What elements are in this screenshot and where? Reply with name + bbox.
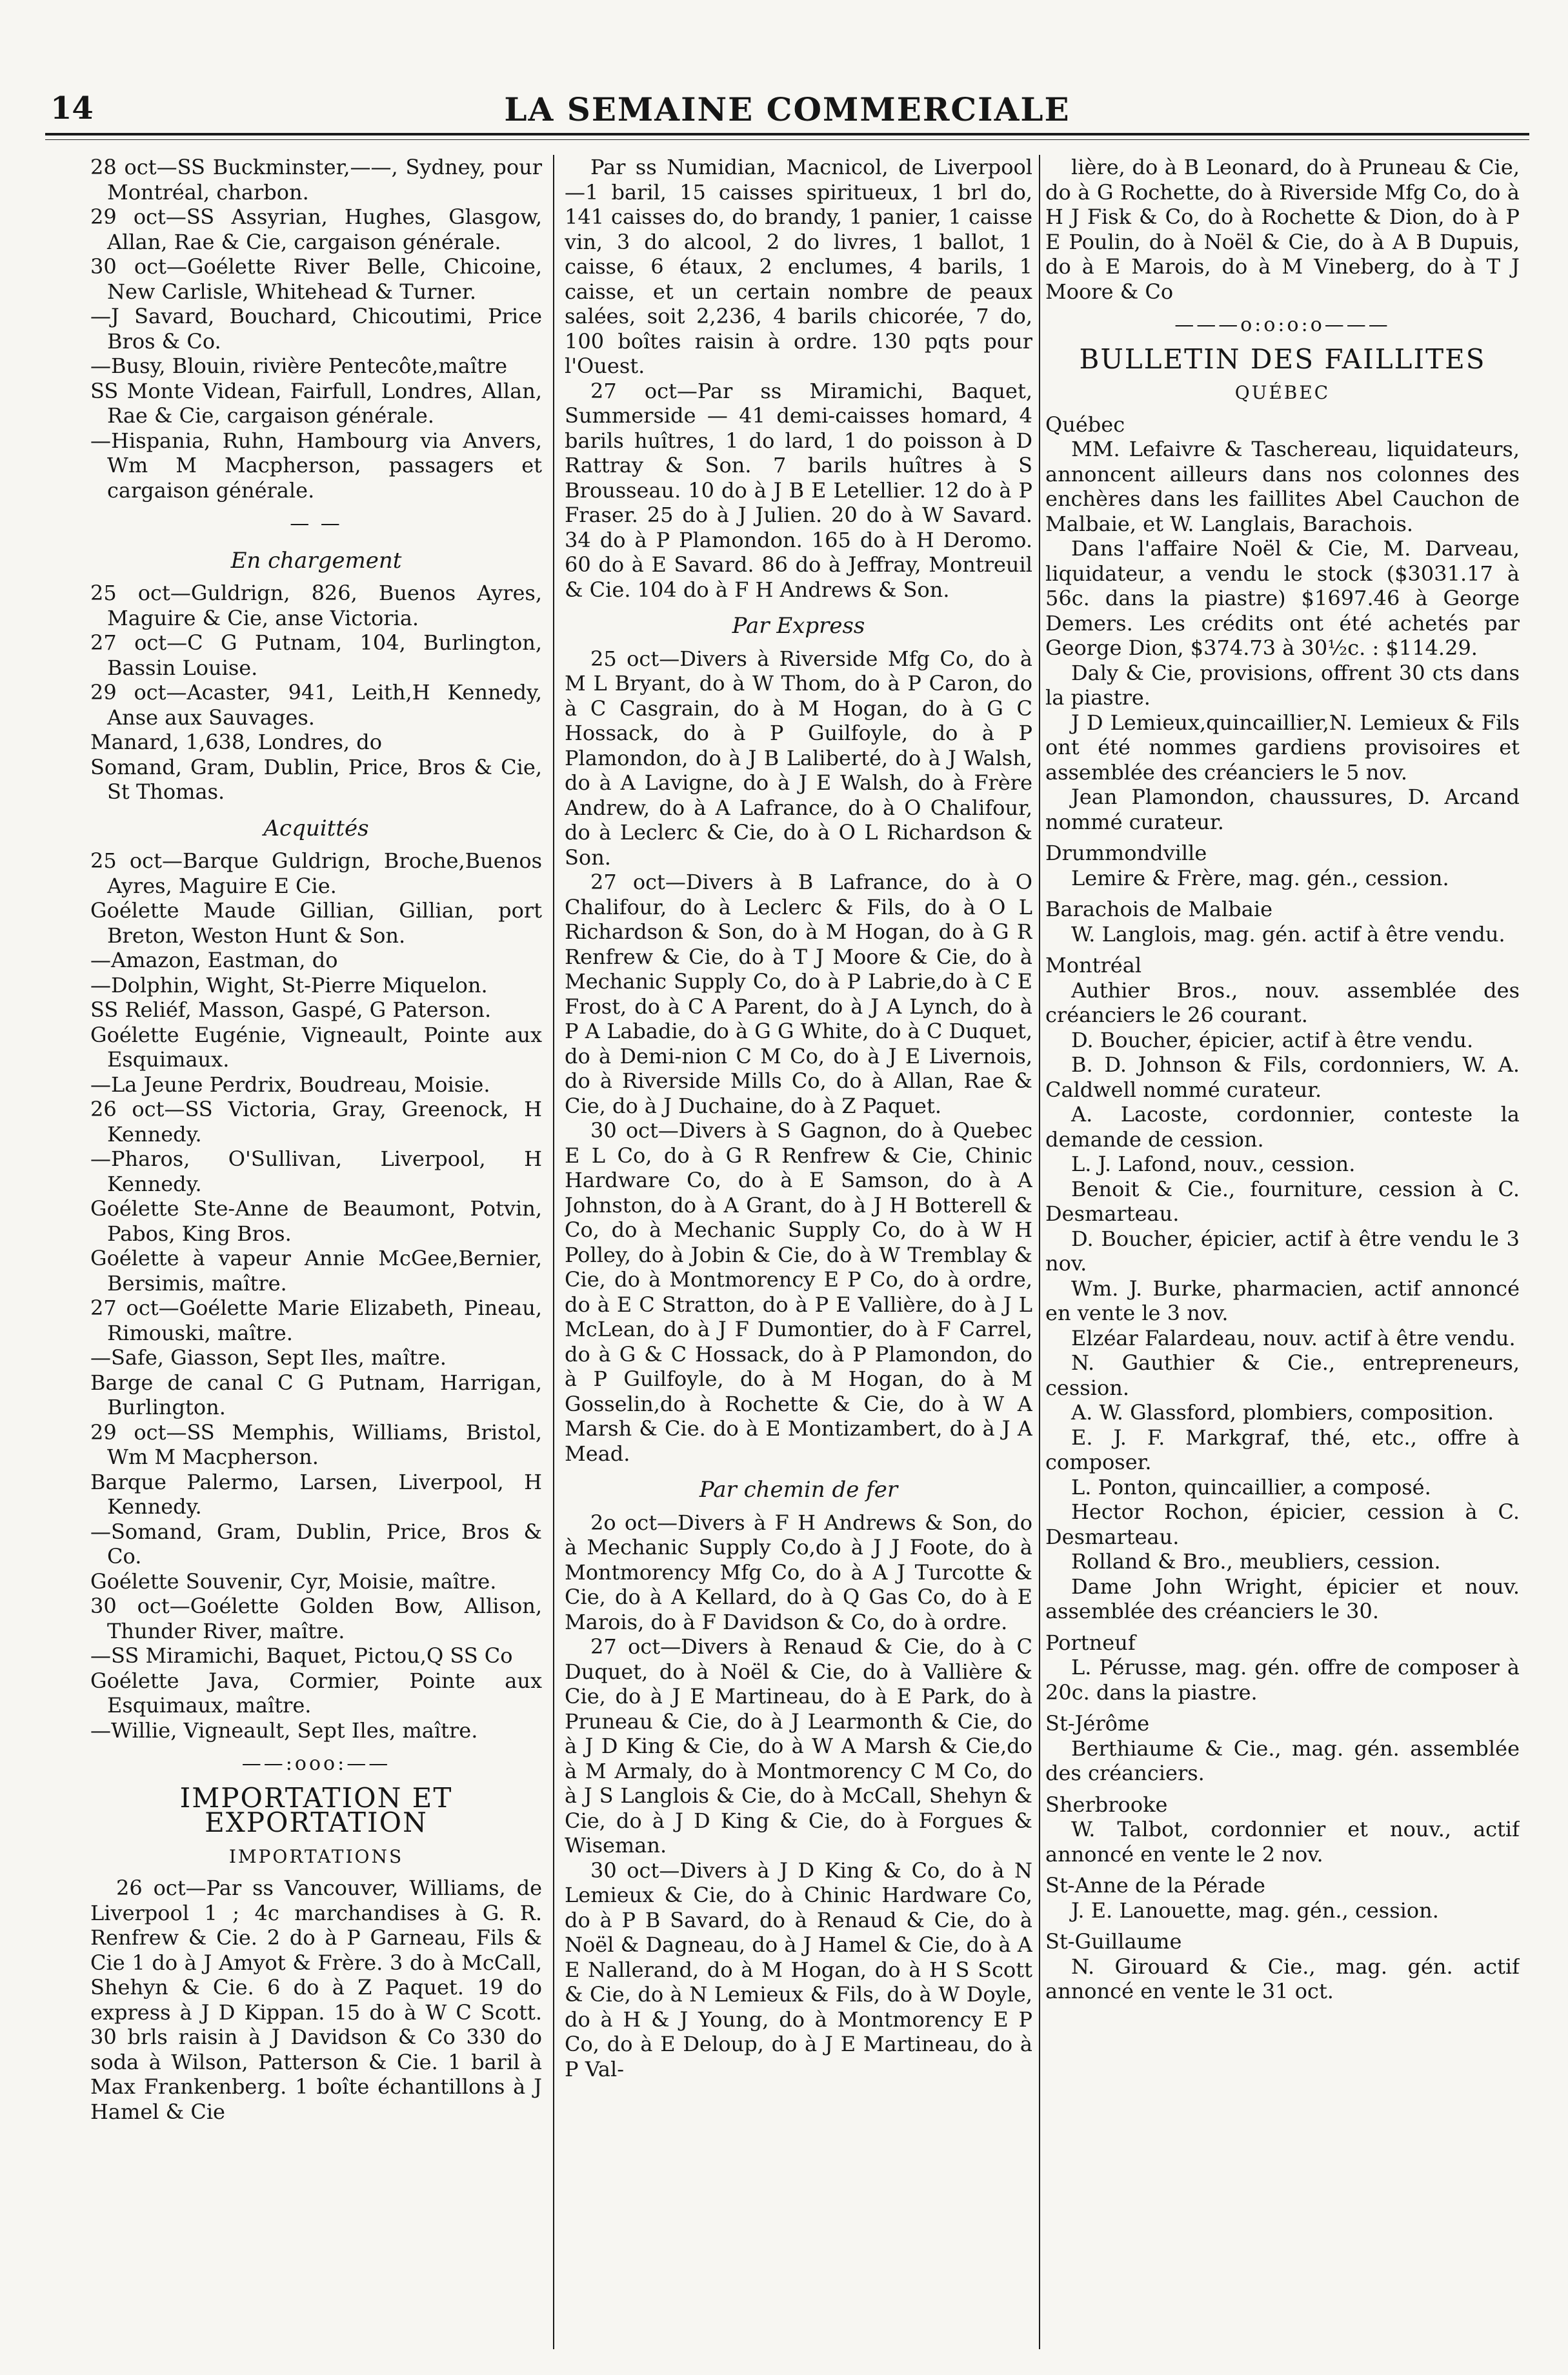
failure-entry: J. E. Lanouette, mag. gén., cession. bbox=[1071, 1898, 1439, 1923]
miramichi-paragraph: 27 oct—Par ss Miramichi, Baquet, Summerside — 41 demi-caisses homard, 4 barils huîtres, 1 do lard, 1 do poisson à D Rattray & Son. 7 barils huîtres à S Brousseau. 10 do à J B E Letellier. 12 do à P Fraser. 25 do à J Julien. 20 do à W Savard. 34 do à P Plamondon. 165 do à H Deromo. 60 do à E Savard. 86 do à Jeffray, Montreuil & Cie. 104 do à F H Andrews & Son. bbox=[565, 378, 1032, 602]
quebec-subheading: QUÉBEC bbox=[1234, 382, 1331, 403]
failure-entry: MM. Lefaivre & Taschereau, liquidateurs, annoncent ailleurs dans nos colonnes des enchères dans les faillites Abel Cauchon de Malbaie, et W. Langlais, Barachois. bbox=[1045, 437, 1520, 536]
shipping-entry: 25 oct—Barque Guldrign, Broche,Buenos Ayres, Maguire E Cie. bbox=[90, 848, 542, 898]
acquittes-heading: Acquittés bbox=[263, 815, 369, 841]
section-separator: ———o:o:o:o——— bbox=[1174, 314, 1391, 336]
place-heading: St-Anne de la Pérade bbox=[1045, 1873, 1265, 1898]
failure-entry: D. Boucher, épicier, actif à être vendu. bbox=[1071, 1027, 1474, 1052]
running-title: LA SEMAINE COMMERCIALE bbox=[504, 90, 1070, 128]
column-divider bbox=[1039, 155, 1040, 2349]
shipping-entry: Goélette Eugénie, Vigneault, Pointe aux Esquimaux. bbox=[90, 1022, 542, 1072]
express-paragraph: 25 oct—Divers à Riverside Mfg Co, do à M L Bryant, do à W Thom, do à P Caron, do à C Casgrain, do à M Hogan, do à G C Hossack, do à P Guilfoyle, do à P Plamondon, do à J B Laliberté, do à J Walsh, do à A Lavigne, do à J E Walsh, do à Frère Andrew, do à A Lafrance, do à O Chalifour, do à Leclerc & Cie, do à O L Richardson & Son. bbox=[565, 646, 1032, 870]
shipping-entry: —Hispania, Ruhn, Hambourg via Anvers, Wm M Macpherson, passagers et cargaison générale. bbox=[90, 428, 542, 503]
place-heading: Drummondville bbox=[1045, 841, 1207, 865]
departures-list bbox=[90, 155, 542, 503]
shipping-entry: 29 oct—Acaster, 941, Leith,H Kennedy, Anse aux Sauvages. bbox=[90, 680, 542, 730]
place-heading: Montréal bbox=[1045, 953, 1142, 977]
acquittes-list bbox=[90, 848, 542, 1743]
failure-entry: D. Boucher, épicier, actif à être vendu le 3 nov. bbox=[1045, 1226, 1520, 1276]
shipping-entry: Barge de canal C G Putnam, Harrigan, Burlington. bbox=[90, 1370, 542, 1419]
failure-entry: Hector Rochon, épicier, cession à C. Desmarteau. bbox=[1045, 1499, 1520, 1549]
express-paragraph: 27 oct—Divers à B Lafrance, do à O Chalifour, do à Leclerc & Fils, do à O L Richardson & Son, do à M Hogan, do à G R Renfrew & Cie, do à T J Moore & Cie, do à Mechanic Supply Co, do à P Labrie,do à C E Frost, do à C A Parent, do à J A Lynch, do à P A Labadie, do à G G White, do à C Duquet, do à Demi-nion C M Co, do à J E Livernois, do à Riverside Mills Co, do à Allan, Rae & Cie, do à J Duchaine, do à Z Paquet. bbox=[565, 870, 1032, 1118]
en-chargement-list bbox=[90, 581, 542, 805]
express-paragraph: 30 oct—Divers à S Gagnon, do à Quebec E L Co, do à G R Renfrew & Cie, Chinic Hardware Co, do à E Samson, do à A Johnston, do à A Grant, do à J H Botterell & Co, do à Mechanic Supply Co, do à W H Polley, do à Jobin & Cie, do à W Tremblay & Cie, do à Montmorency E P Co, do à ordre, do à E C Stratton, do à P E Vallière, do à J L McLean, do à J F Dumontier, do à F Carrel, do à G & C Hossack, do à P Plamondon, do à P Guilfoyle, do à M Hogan, do à M Gosselin,do à Rochette & Cie, do à W A Marsh & Cie. do à E Montizambert, do à J A Mead. bbox=[565, 1118, 1032, 1466]
place-heading: St-Guillaume bbox=[1045, 1929, 1182, 1954]
shipping-entry: —J Savard, Bouchard, Chicoutimi, Price Bros & Co. bbox=[90, 304, 542, 354]
shipping-entry: 27 oct—Goélette Marie Elizabeth, Pineau, Rimouski, maître. bbox=[90, 1296, 542, 1345]
shipping-entry: Somand, Gram, Dublin, Price, Bros & Cie, St Thomas. bbox=[90, 754, 542, 804]
failure-entry: W. Talbot, cordonnier et nouv., actif annoncé en vente le 2 nov. bbox=[1045, 1817, 1520, 1867]
shipping-entry: —Somand, Gram, Dublin, Price, Bros & Co. bbox=[90, 1519, 542, 1568]
shipping-entry: Goélette Ste-Anne de Beaumont, Potvin, Pabos, King Bros. bbox=[90, 1196, 542, 1246]
column-divider bbox=[553, 155, 554, 2349]
failure-entry: Wm. J. Burke, pharmacien, actif annoncé en vente le 3 nov. bbox=[1045, 1276, 1520, 1325]
page-number: 14 bbox=[50, 90, 94, 126]
failure-entry: Elzéar Falardeau, nouv. actif à être vendu. bbox=[1071, 1325, 1516, 1350]
shipping-entry: —Busy, Blouin, rivière Pentecôte,maître bbox=[90, 354, 508, 378]
shipping-entry: —La Jeune Perdrix, Boudreau, Moisie. bbox=[90, 1072, 490, 1097]
place-heading: Québec bbox=[1045, 412, 1125, 437]
failure-entry: W. Langlois, mag. gén. actif à être vendu. bbox=[1071, 921, 1505, 947]
shipping-entry: —Amazon, Eastman, do bbox=[90, 948, 338, 972]
place-heading: Barachois de Malbaie bbox=[1045, 897, 1272, 921]
failure-entry: N. Gauthier & Cie., entrepreneurs, cession. bbox=[1045, 1350, 1520, 1400]
failure-entry: N. Girouard & Cie., mag. gén. actif annoncé en vente le 31 oct. bbox=[1045, 1954, 1520, 2003]
shipping-entry: 26 oct—SS Victoria, Gray, Greenock, H Kennedy. bbox=[90, 1097, 542, 1147]
rail-paragraph: 27 oct—Divers à Renaud & Cie, do à C Duquet, do à Noël & Cie, do à Vallière & Cie, do à J E Martineau, do à E Park, do à Pruneau & Cie, do à J Learmonth & Cie, do à J D King & Cie, do à W A Marsh & Cie,do à M Armaly, do à Montmorency C M Co, do à J S Langlois & Cie, do à McCall, Shehyn & Cie, do à J D King & Cie, do à Forgues & Wiseman. bbox=[565, 1634, 1032, 1858]
column-middle bbox=[565, 155, 1032, 2349]
failure-entry: Lemire & Frère, mag. gén., cession. bbox=[1071, 865, 1449, 890]
shipping-entry: 30 oct—Goélette Golden Bow, Allison, Thunder River, maître. bbox=[90, 1594, 542, 1643]
shipping-entry: —Safe, Giasson, Sept Iles, maître. bbox=[90, 1345, 447, 1370]
shipping-entry: Manard, 1,638, Londres, do bbox=[90, 730, 382, 754]
failure-entry: Jean Plamondon, chaussures, D. Arcand nommé curateur. bbox=[1045, 785, 1520, 834]
failure-entry: Berthiaume & Cie., mag. gén. assemblée des créanciers. bbox=[1045, 1736, 1520, 1785]
import-export-title: IMPORTATION ET EXPORTATION bbox=[179, 1781, 453, 1838]
failure-entry: J D Lemieux,quincaillier,N. Lemieux & Fils ont été nommes gardiens provisoires et assemblée des créanciers le 5 nov. bbox=[1045, 710, 1520, 785]
failure-entry: A. Lacoste, cordonnier, conteste la demande de cession. bbox=[1045, 1102, 1520, 1152]
failure-entry: Dame John Wright, épicier et nouv. assemblée des créanciers le 30. bbox=[1045, 1574, 1520, 1623]
failure-entry: L. Pérusse, mag. gén. offre de composer à 20c. dans la piastre. bbox=[1045, 1655, 1520, 1705]
chemin-de-fer-heading: Par chemin de fer bbox=[699, 1477, 898, 1503]
place-heading: Portneuf bbox=[1045, 1630, 1136, 1655]
failure-entry: Rolland & Bro., meubliers, cession. bbox=[1071, 1549, 1441, 1574]
place-heading: St-Jérôme bbox=[1045, 1711, 1150, 1736]
en-chargement-heading: En chargement bbox=[230, 547, 402, 574]
shipping-entry: 29 oct—SS Memphis, Williams, Bristol, Wm M Macpherson. bbox=[90, 1419, 542, 1469]
shipping-entry: SS Monte Videan, Fairfull, Londres, Allan, Rae & Cie, cargaison générale. bbox=[90, 378, 542, 428]
section-separator: — — bbox=[290, 512, 343, 535]
failure-entry: L. Ponton, quincaillier, a composé. bbox=[1071, 1474, 1431, 1499]
shipping-entry: —Pharos, O'Sullivan, Liverpool, H Kennedy. bbox=[90, 1147, 542, 1196]
failure-entry: L. J. Lafond, nouv., cession. bbox=[1071, 1152, 1356, 1176]
shipping-entry: 30 oct—Goélette River Belle, Chicoine, New Carlisle, Whitehead & Turner. bbox=[90, 254, 542, 304]
section-separator: ——:ooo:—— bbox=[241, 1752, 391, 1775]
par-express-heading: Par Express bbox=[732, 613, 865, 639]
shipping-entry: Goélette Souvenir, Cyr, Moisie, maître. bbox=[90, 1568, 497, 1594]
shipping-entry: —SS Miramichi, Baquet, Pictou,Q SS Co bbox=[90, 1643, 513, 1668]
shipping-entry: 29 oct—SS Assyrian, Hughes, Glasgow, Allan, Rae & Cie, cargaison générale. bbox=[90, 205, 542, 254]
header-rule-thin bbox=[45, 139, 1529, 140]
shipping-entry: 28 oct—SS Buckminster,——, Sydney, pour Montréal, charbon. bbox=[90, 155, 542, 205]
numidian-paragraph: Par ss Numidian, Macnicol, de Liverpool—1 baril, 15 caisses spiritueux, 1 brl do, 141 caisses do, do brandy, 1 panier, 1 caisse vin, 3 do alcool, 2 do livres, 1 ballot, 1 caisse, 6 étaux, 2 enclumes, 4 barils, 1 caisse, et un certain nombre de peaux salées, soit 2,236, 4 barils chicorée, 7 do, 100 boîtes raisin à ordre. 130 pqts pour l'Ouest. bbox=[565, 155, 1032, 378]
place-heading: Sherbrooke bbox=[1045, 1792, 1168, 1817]
shipping-entry: 27 oct—C G Putnam, 104, Burlington, Bassin Louise. bbox=[90, 630, 542, 680]
column-left bbox=[90, 155, 542, 2349]
rail-paragraph: 30 oct—Divers à J D King & Co, do à N Lemieux & Cie, do à Chinic Hardware Co, do à P B Savard, do à Renaud & Cie, do à Noël & Dagneau, do à J Hamel & Cie, do à A E Nallerand, do à M Hogan, do à H S Scott & Cie, do à N Lemieux & Fils, do à W Doyle, do à H & J Young, do à Montmorency E P Co, do à E Deloup, do à J E Martineau, do à P Val- bbox=[565, 1858, 1032, 2081]
failure-entry: Authier Bros., nouv. assemblée des créanciers le 26 courant. bbox=[1045, 977, 1520, 1027]
shipping-entry: SS Reliéf, Masson, Gaspé, G Paterson. bbox=[90, 997, 492, 1022]
bulletin-faillites-title: BULLETIN DES FAILLITES bbox=[1079, 343, 1486, 375]
shipping-entry: —Dolphin, Wight, St-Pierre Miquelon. bbox=[90, 972, 488, 997]
failure-entry: Daly & Cie, provisions, offrent 30 cts dans la piastre. bbox=[1045, 660, 1520, 710]
importations-label: IMPORTATIONS bbox=[228, 1845, 404, 1867]
column-right bbox=[1045, 155, 1520, 2349]
rail-paragraph: 2o oct—Divers à F H Andrews & Son, do à Mechanic Supply Co,do à J J Foote, do à Montmorency Mfg Co, do à A J Turcotte & Cie, do à A Kellard, do à Q Gas Co, do à E Marois, do à F Davidson & Co, do à ordre. bbox=[565, 1510, 1032, 1634]
faillites-list bbox=[1045, 412, 1520, 2004]
shipping-entry: Goélette à vapeur Annie McGee,Bernier, Bersimis, maître. bbox=[90, 1246, 542, 1296]
shipping-entry: Goélette Maude Gillian, Gillian, port Breton, Weston Hunt & Son. bbox=[90, 898, 542, 948]
shipping-entry: Goélette Java, Cormier, Pointe aux Esquimaux, maître. bbox=[90, 1668, 542, 1718]
failure-entry: E. J. F. Markgraf, thé, etc., offre à composer. bbox=[1045, 1425, 1520, 1474]
continued-paragraph: lière, do à B Leonard, do à Pruneau & Cie, do à G Rochette, do à Riverside Mfg Co, do à H J Fisk & Co, do à Rochette & Dion, do à P E Poulin, do à Noël & Cie, do à A B Dupuis, do à E Marois, do à M Vineberg, do à T J Moore & Co bbox=[1045, 155, 1520, 304]
failure-entry: B. D. Johnson & Fils, cordonniers, W. A. Caldwell nommé curateur. bbox=[1045, 1052, 1520, 1102]
page-header bbox=[45, 71, 1529, 148]
failure-entry: Benoit & Cie., fourniture, cession à C. Desmarteau. bbox=[1045, 1176, 1520, 1226]
shipping-entry: —Willie, Vigneault, Sept Iles, maître. bbox=[90, 1718, 478, 1743]
import-paragraph: 26 oct—Par ss Vancouver, Williams, de Liverpool 1 ; 4c marchandises à G. R. Renfrew & Cie. 2 do à P Garneau, Fils & Cie 1 do à J Amyot & Frère. 3 do à McCall, Shehyn & Cie. 6 do à Z Paquet. 19 do express à J D Kippan. 15 do à W C Scott. 30 brls raisin à J Davidson & Co 330 do soda à Wilson, Patterson & Cie. 1 baril à Max Frankenberg. 1 boîte échantillons à J Hamel & Cie bbox=[90, 1876, 542, 2124]
header-rule-thick bbox=[45, 133, 1529, 135]
failure-entry: Dans l'affaire Noël & Cie, M. Darveau, liquidateur, a vendu le stock ($3031.17 à 56c. dans la piastre) $1697.46 à George Demers. Les crédits ont été achetés par George Dion, $374.73 à 30½c. : $114.29. bbox=[1045, 536, 1520, 660]
shipping-entry: 25 oct—Guldrign, 826, Buenos Ayres, Maguire & Cie, anse Victoria. bbox=[90, 581, 542, 630]
shipping-entry: Barque Palermo, Larsen, Liverpool, H Kennedy. bbox=[90, 1469, 542, 1519]
failure-entry: A. W. Glassford, plombiers, composition. bbox=[1071, 1400, 1494, 1425]
